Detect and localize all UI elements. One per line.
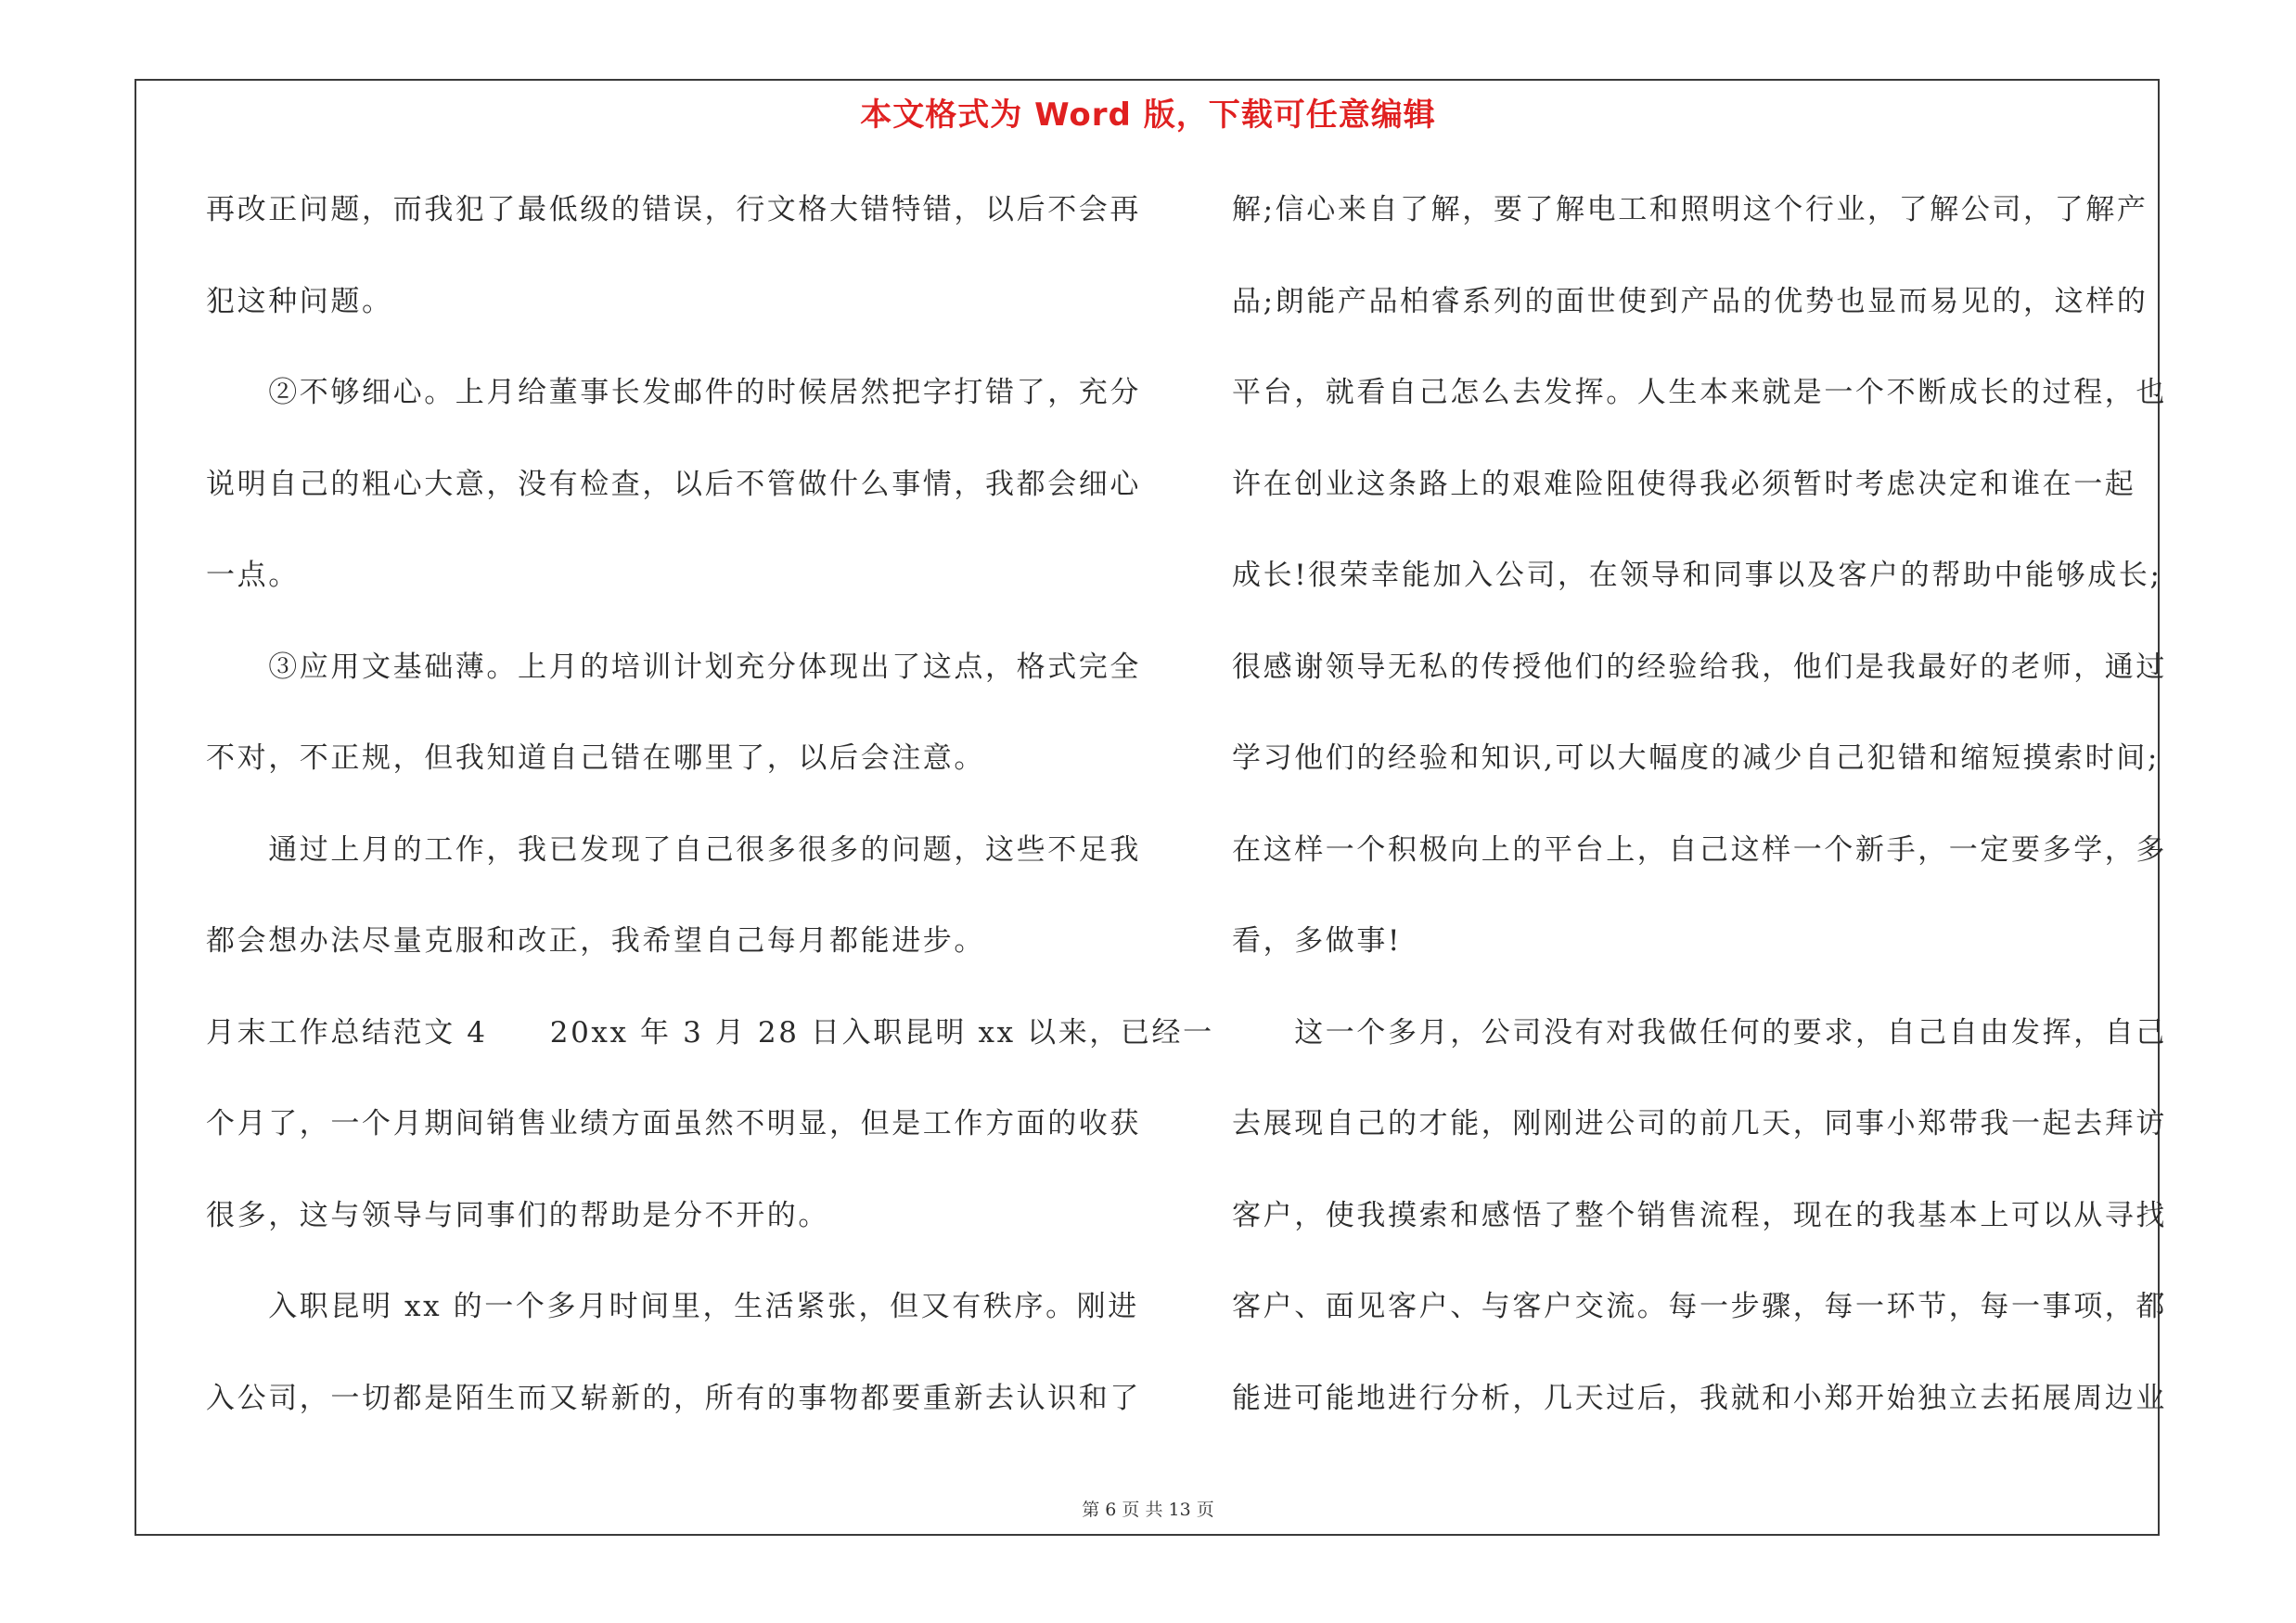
text-line: 在这样一个积极向上的平台上，自己这样一个新手，一定要多学，多 <box>1232 832 2167 867</box>
text-line: 再改正问题，而我犯了最低级的错误，行文格大错特错，以后不会再 <box>206 193 1141 226</box>
text-line: 看，多做事! <box>1232 924 1403 958</box>
text-line: 客户、面见客户、与客户交流。每一步骤，每一环节，每一事项，都 <box>1232 1290 2167 1323</box>
text-line: 不对，不正规，但我知道自己错在哪里了，以后会注意。 <box>206 741 985 775</box>
text-line: 犯这种问题。 <box>206 284 393 318</box>
text-line: 一点。 <box>206 559 300 592</box>
text-line: 成长!很荣幸能加入公司，在领导和同事以及客户的帮助中能够成长; <box>1232 559 2162 592</box>
right-text-column <box>1232 182 2167 1462</box>
text-line: 许在创业这条路上的艰难险阻使得我必须暂时考虑决定和谁在一起 <box>1232 467 2136 501</box>
text-line: 学习他们的经验和知识,可以大幅度的减少自己犯错和缩短摸索时间; <box>1232 741 2160 775</box>
text-line: ②不够细心。上月给董事长发邮件的时候居然把字打错了，充分 <box>206 376 1141 409</box>
text-line: 都会想办法尽量克服和改正，我希望自己每月都能进步。 <box>206 924 985 958</box>
section-heading-line: 月末工作总结范文 4 20xx 年 3 月 28 日入职昆明 xx 以来，已经一 <box>206 1015 1214 1050</box>
text-line: 这一个多月，公司没有对我做任何的要求，自己自由发挥，自己 <box>1232 1015 2167 1050</box>
left-text-column <box>206 182 1214 1462</box>
word-format-banner: 本文格式为 Word 版，下载可任意编辑 <box>860 97 1436 134</box>
page-number-footer: 第 6 页 共 13 页 <box>1082 1500 1214 1520</box>
text-line: 说明自己的粗心大意，没有检查，以后不管做什么事情，我都会细心 <box>206 467 1141 501</box>
text-line: 个月了，一个月期间销售业绩方面虽然不明显，但是工作方面的收获 <box>206 1107 1141 1140</box>
text-line: 入公司，一切都是陌生而又崭新的，所有的事物都要重新去认识和了 <box>206 1381 1141 1415</box>
text-line: 去展现自己的才能，刚刚进公司的前几天，同事小郑带我一起去拜访 <box>1232 1107 2167 1140</box>
text-line: 通过上月的工作，我已发现了自己很多很多的问题，这些不足我 <box>206 832 1141 867</box>
text-line: 解;信心来自了解，要了解电工和照明这个行业，了解公司，了解产 <box>1232 193 2148 226</box>
text-line: 品;朗能产品柏睿系列的面世使到产品的优势也显而易见的，这样的 <box>1232 284 2148 318</box>
text-line: 客户，使我摸索和感悟了整个销售流程，现在的我基本上可以从寻找 <box>1232 1198 2167 1232</box>
text-line: 平台，就看自己怎么去发挥。人生本来就是一个不断成长的过程，也 <box>1232 376 2167 409</box>
text-line: 能进可能地进行分析，几天过后，我就和小郑开始独立去拓展周边业 <box>1232 1381 2167 1415</box>
text-line: 入职昆明 xx 的一个多月时间里，生活紧张，但又有秩序。刚进 <box>206 1290 1139 1323</box>
text-line: 很感谢领导无私的传授他们的经验给我，他们是我最好的老师，通过 <box>1232 650 2167 684</box>
text-line: ③应用文基础薄。上月的培训计划充分体现出了这点，格式完全 <box>206 650 1141 684</box>
text-line: 很多，这与领导与同事们的帮助是分不开的。 <box>206 1198 829 1232</box>
